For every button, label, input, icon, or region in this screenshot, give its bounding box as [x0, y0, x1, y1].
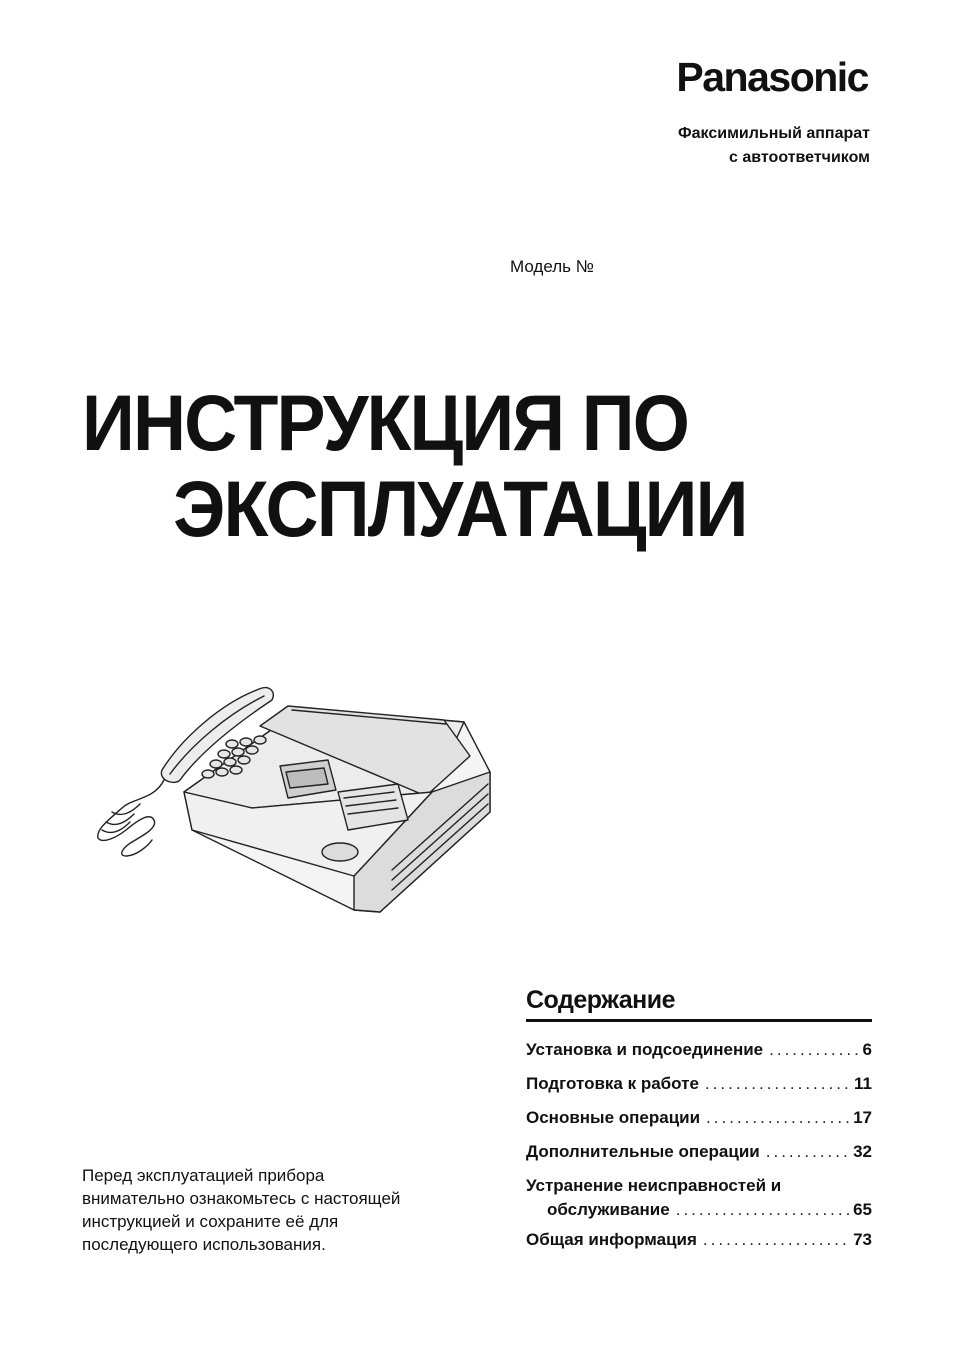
toc-item-label: Дополнительные операции	[526, 1142, 760, 1161]
toc-item-page: 11	[854, 1074, 872, 1093]
subtitle-line-1: Факсимильный аппарат	[678, 125, 870, 142]
toc-item-label: Основные операции	[526, 1108, 701, 1127]
toc-item-page: 17	[853, 1108, 872, 1127]
model-number-label: Модель №	[510, 257, 594, 276]
reading-note	[82, 1164, 400, 1256]
toc-item-label: Подготовка к работе	[526, 1074, 699, 1093]
toc-leader-dots	[766, 1142, 851, 1162]
toc-item-label-line-2: обслуживание	[547, 1200, 670, 1219]
page-title	[82, 380, 747, 552]
note-line-4: последующего использования.	[82, 1235, 326, 1254]
toc-list	[526, 1040, 872, 1264]
toc-item-page: 65	[853, 1200, 872, 1219]
toc-leader-dots	[705, 1074, 852, 1094]
brand-logo: Panasonic	[676, 54, 868, 100]
toc-item-installation[interactable]	[526, 1040, 872, 1074]
note-line-1: Перед эксплуатацией прибора	[82, 1166, 325, 1185]
toc-leader-dots	[703, 1230, 851, 1250]
subtitle-line-2: с автоответчиком	[729, 149, 870, 166]
toc-leader-dots	[769, 1040, 860, 1060]
note-line-3: инструкцией и сохраните её для	[82, 1212, 339, 1231]
toc-item-page: 32	[853, 1142, 872, 1161]
toc-item-label: Общая информация	[526, 1230, 697, 1249]
toc-item-basic-operations[interactable]	[526, 1108, 872, 1142]
product-subtitle	[678, 122, 870, 170]
toc-item-troubleshooting[interactable]	[526, 1176, 872, 1220]
toc-item-preparation[interactable]	[526, 1074, 872, 1108]
title-line-2: ЭКСПЛУАТАЦИИ	[173, 464, 747, 553]
note-line-2: внимательно ознакомьтесь с настоящей	[82, 1189, 401, 1208]
toc-leader-dots	[676, 1200, 851, 1220]
toc-leader-dots	[706, 1108, 851, 1128]
table-of-contents	[526, 986, 872, 1264]
toc-item-page: 6	[862, 1040, 872, 1059]
toc-item-label: Установка и подсоединение	[526, 1040, 764, 1059]
toc-item-page: 73	[853, 1230, 872, 1249]
fax-machine-illustration	[92, 680, 496, 920]
toc-heading: Содержание	[526, 986, 872, 1022]
title-line-1: ИНСТРУКЦИЯ ПО	[82, 378, 689, 467]
toc-item-general-information[interactable]	[526, 1230, 872, 1264]
toc-item-line-2	[526, 1200, 872, 1220]
toc-item-additional-operations[interactable]	[526, 1142, 872, 1176]
toc-item-label-line-1: Устранение неисправностей и	[526, 1176, 782, 1195]
